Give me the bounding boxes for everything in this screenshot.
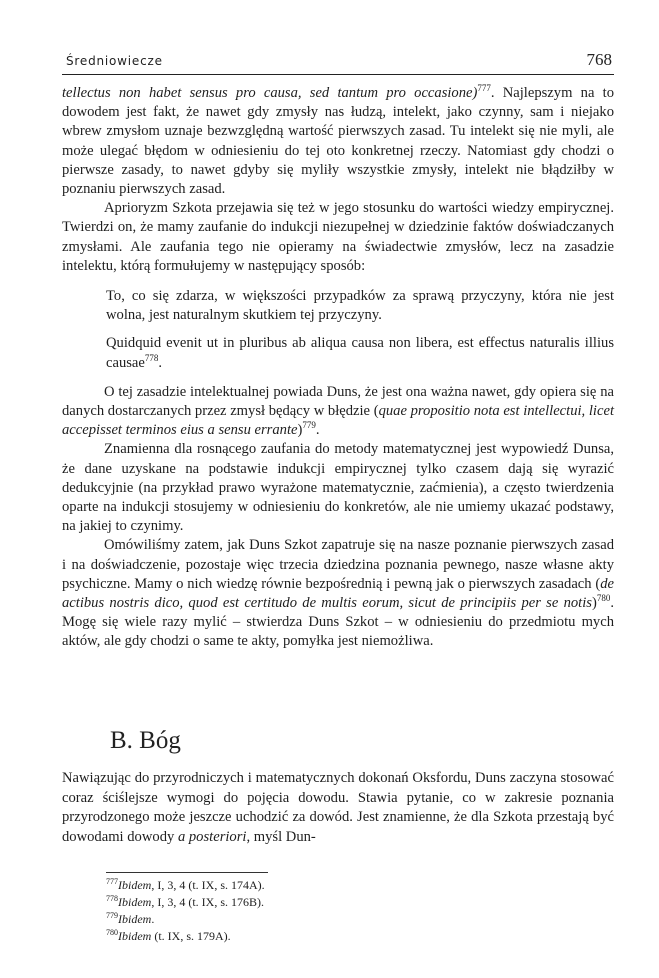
block-quote-latin [106, 334, 614, 372]
paragraph-text-after: . Mogę się wiele razy mylić – stwierdza Duns Szkot – w odniesieniu do przedmiotu mych aktów, ale gdy chodzi o same te akty, pomyłka jest niemożliwa. [62, 595, 614, 650]
page-number: 768 [586, 50, 612, 69]
footnote-number: 780 [106, 928, 118, 937]
paragraph-text: . Najlepszym na to dowodem jest fakt, że nawet gdy zmysły nas łudzą, intelekt, jako czynny, sam i niejako wbrew zmysłom uznaje bezwzględną wartość pierwszych zasad. Tu intelekt się nie myli, ale może ulegać błędom w odniesieniu do tej oto konkretnej rzeczy. Natomiast gdy chodzi o pierwsze zasady, to nawet gdyby się myliły wszystkie zmysły, intelekt nie błądziłby w poznaniu pierwszych zasad. [62, 85, 614, 198]
main-text [62, 84, 614, 652]
quote-end: . [158, 354, 163, 371]
block-quote-polish [106, 287, 614, 325]
footnote-source: Ibidem [118, 895, 152, 909]
footnote-number: 778 [106, 894, 118, 903]
footnote-text: . [151, 912, 155, 926]
section-paragraph [62, 769, 614, 847]
footnote-ref[interactable]: 780 [596, 593, 611, 604]
footnote-ref[interactable]: 779 [302, 420, 316, 431]
paragraph-text: Omówiliśmy zatem, jak Duns Szkot zapatruje się na nasze poznanie pierwszych zasad i na doświadczenie, pozostaje więc trzecia dziedzina poznania pewnego, nasze własne akty psychiczne. Mamy o nich wiedzę równie bezpośrednią i pewną jak o pierwszych zasadach ( [62, 537, 614, 592]
running-head [62, 50, 614, 75]
section-text-before: Nawiązując do przyrodniczych i matematycznych dokonań Oksfordu, Duns zaczyna stosować coraz ściślejsze wymogi do pojęcia dowodu. Stawia pytanie, co w zakresie poznania przyrodzonego może jeszcze uchodzić za dowód. Jest znamienne, że dla Szkota przestają być dowodami dowody [62, 770, 614, 845]
footnote-text: , I, 3, 4 (t. IX, s. 174A). [151, 878, 265, 892]
paragraph-1 [62, 84, 614, 199]
latin-quote: de actibus nostris dico, quod est certitudo de multis eorum, sicut de principiis per se notis [62, 575, 614, 612]
quote-text: To, co się zdarza, w większości przypadków za sprawą przyczyny, która nie jest wolna, jest naturalnym skutkiem tej przyczyny. [106, 288, 614, 324]
footnote-779 [106, 911, 586, 928]
footnote-source: Ibidem [118, 912, 152, 926]
footnote-source: Ibidem [118, 878, 152, 892]
paragraph-text: O tej zasadzie intelektualnej powiada Duns, że jest ona ważna nawet, gdy opiera się na danych dostarczanych przez zmysł będący w błędzie ( [62, 383, 614, 420]
footnote-777 [106, 877, 586, 894]
latin-quote: tellectus non habet sensus pro causa, sed tantum pro occasione) [62, 85, 478, 101]
paren-close: ) [297, 422, 303, 439]
paragraph-5 [62, 536, 614, 651]
paragraph-text: Znamienna dla rosnącego zaufania do metody matematycznej jest wypowiedź Dunsa, że dane uzyskane na podstawie indukcji empirycznej tylko czasem dają się wyrazić dedukcyjnie (na przykład prawo wyrażone matematycznie, zaćmienia), a często twierdzenia oparte na indukcji stosujemy w odniesieniu do konkretów, ale nie umiemy ukazać podstawy, na jakiej to czynimy. [62, 441, 614, 535]
latin-term: a posteriori [177, 828, 247, 845]
footnote-780 [106, 928, 586, 945]
footnote-text: (t. IX, s. 179A). [151, 929, 231, 943]
latin-quote: quae propositio nota est intellectui, licet accepisset terminos eius a sensu errante [62, 403, 614, 439]
paren-close: ) [591, 595, 597, 612]
footnotes [106, 877, 586, 945]
section-heading: B. Bóg [110, 727, 181, 754]
paragraph-4 [62, 440, 614, 536]
paragraph-3 [62, 383, 614, 441]
footnote-number: 777 [106, 877, 118, 886]
footnote-divider [106, 872, 268, 873]
footnote-text: , I, 3, 4 (t. IX, s. 176B). [151, 895, 264, 909]
footnote-number: 779 [106, 911, 118, 920]
quote-text: Quidquid evenit ut in pluribus ab aliqua causa non libera, est effectus naturalis illius causae [106, 335, 614, 371]
footnote-778 [106, 894, 586, 911]
paragraph-text: Aprioryzm Szkota przejawia się też w jego stosunku do wartości wiedzy empirycznej. Twierdzi on, że mamy zaufanie do indukcji niezupełnej w dziedzinie faktów doświadczanych zmysłami. Ale zaufania tego nie opieramy na świadectwie zmysłów, lecz na zasadzie intelektu, którą formułujemy w następujący sposób: [62, 200, 614, 274]
running-title: Średniowiecze [66, 54, 163, 68]
footnote-ref[interactable]: 777 [477, 83, 491, 93]
paragraph-2 [62, 199, 614, 276]
footnote-ref[interactable]: 778 [144, 352, 159, 363]
footnote-source: Ibidem [118, 929, 152, 943]
section-text [62, 769, 614, 847]
section-text-after: , myśl Dun- [246, 828, 316, 845]
paragraph-end: . [315, 422, 320, 439]
